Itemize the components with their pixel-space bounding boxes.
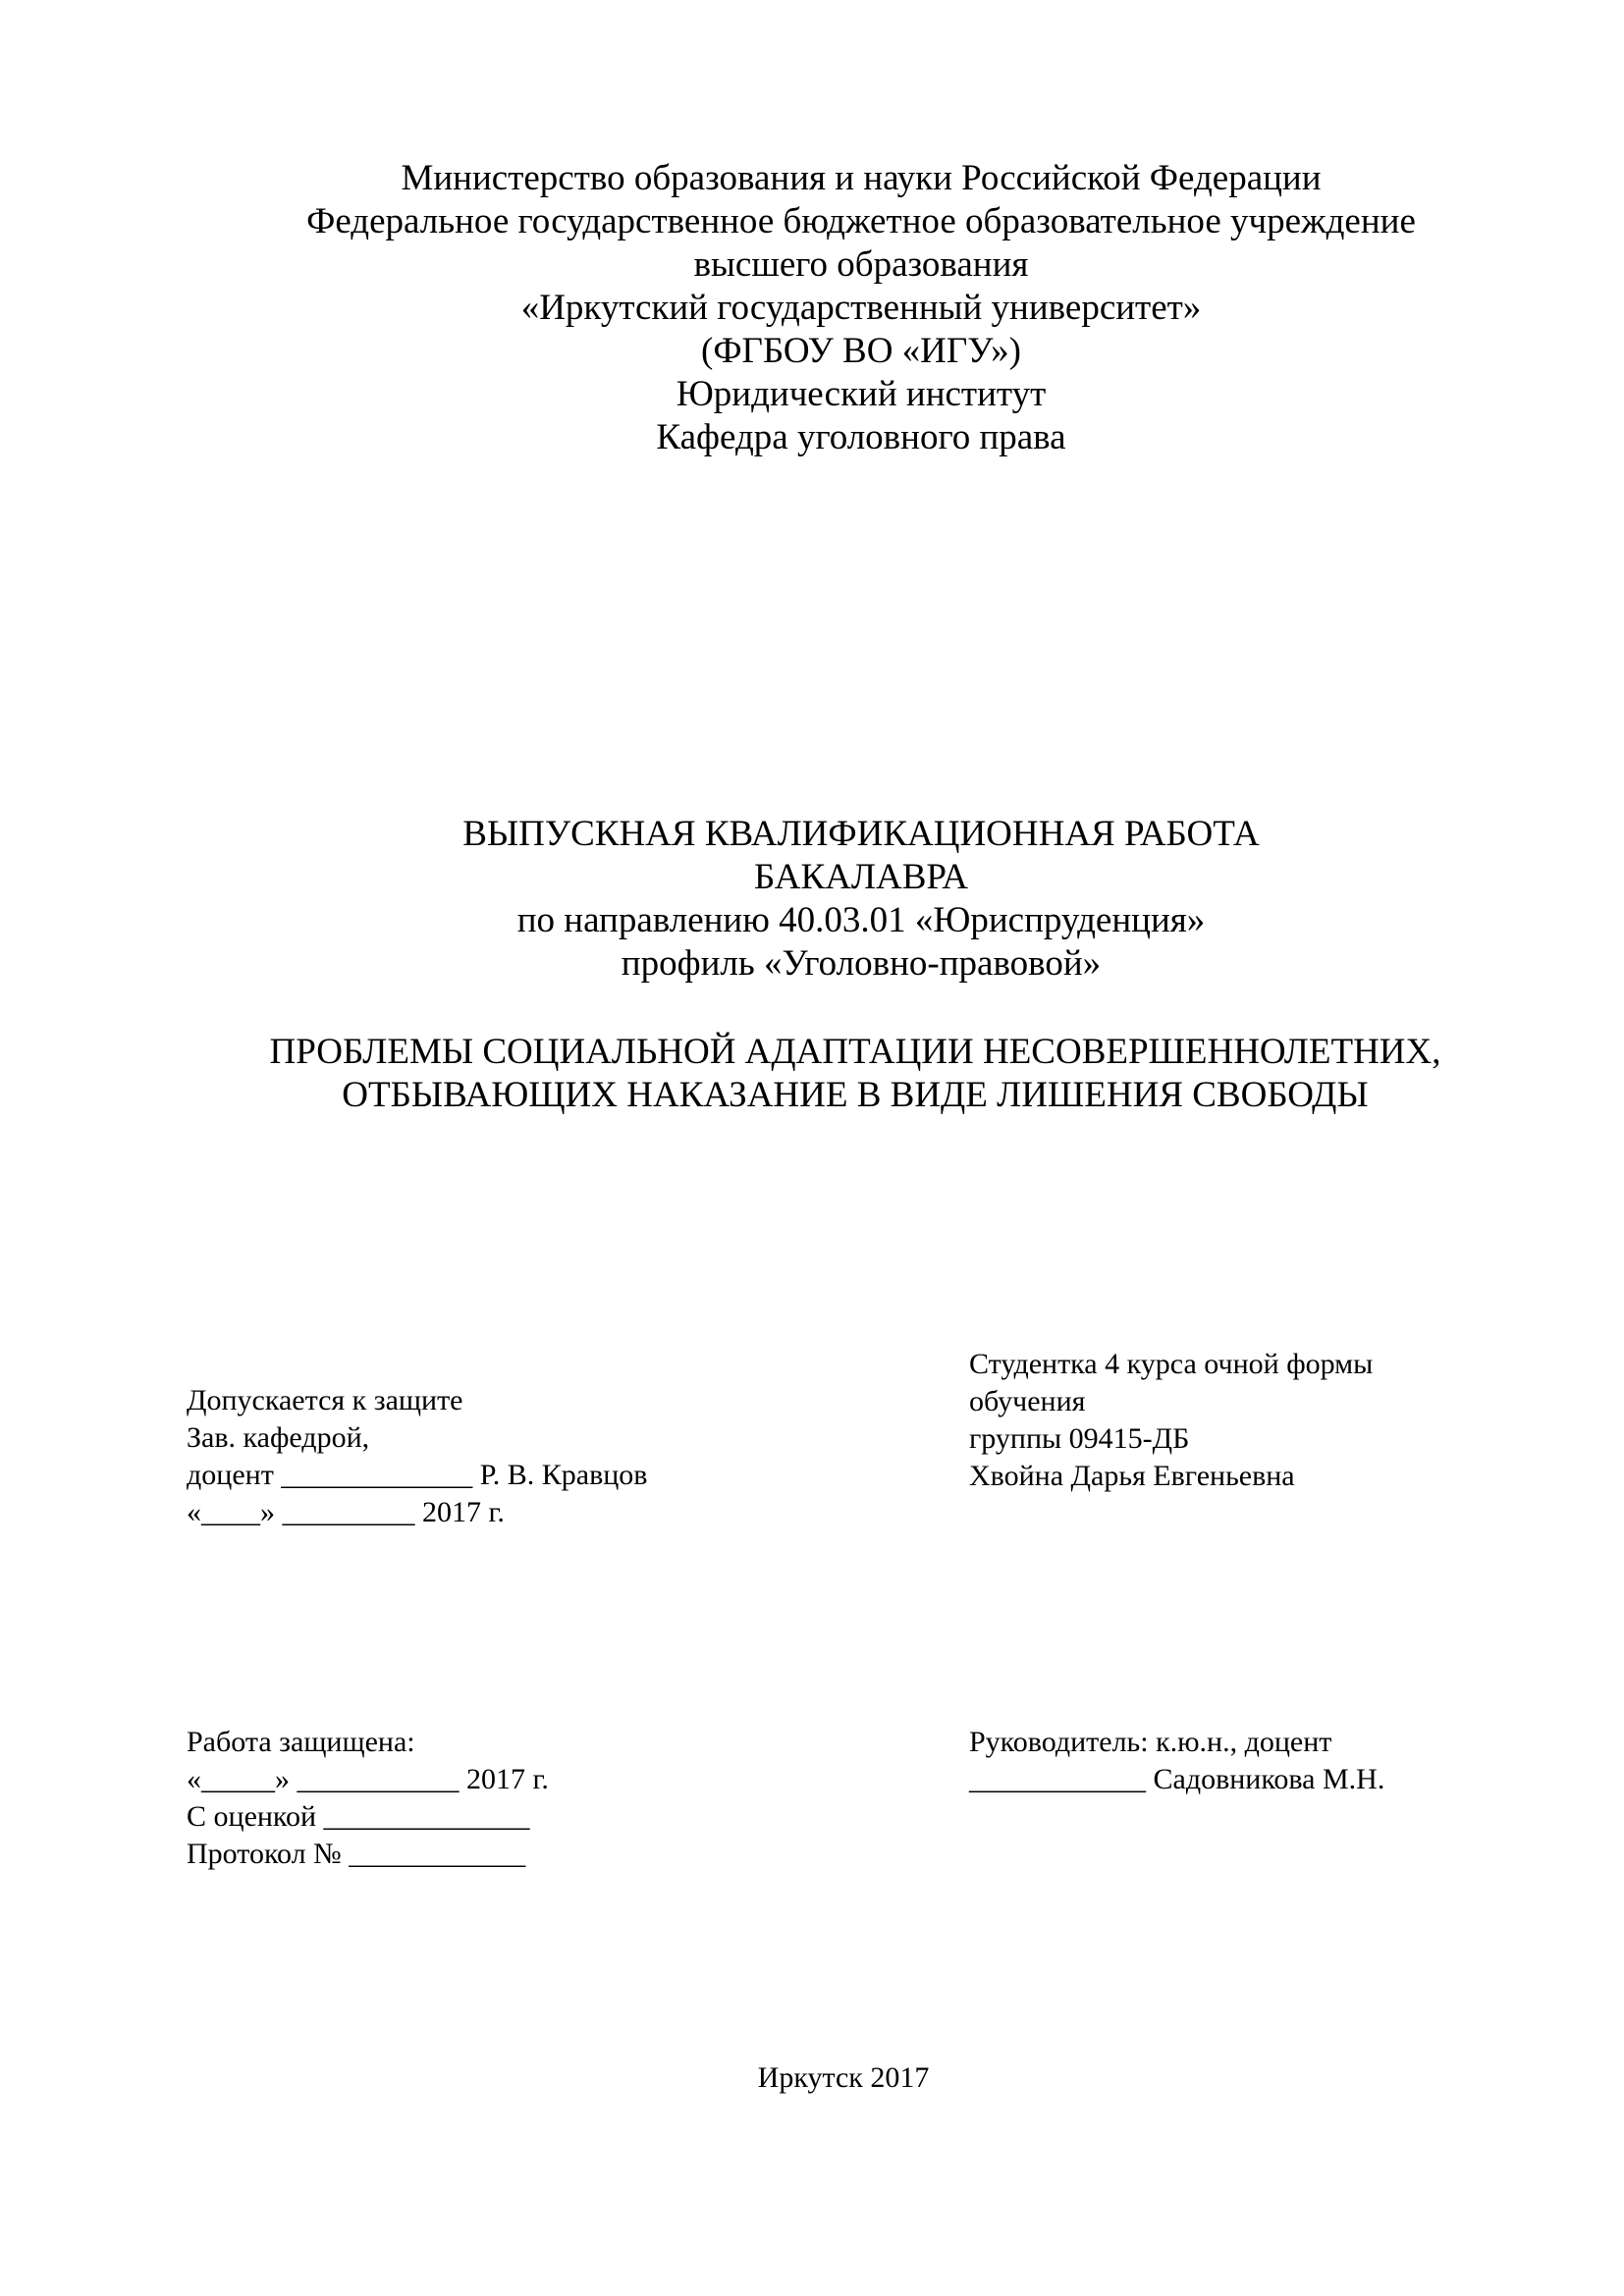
topic-line-2: ОТБЫВАЮЩИХ НАКАЗАНИЕ В ВИДЕ ЛИШЕНИЯ СВОБОДЫ xyxy=(342,1075,1369,1115)
city-year-footer xyxy=(0,2059,1624,2097)
institution-type-line: Федеральное государственное бюджетное образовательное учреждение xyxy=(306,201,1416,241)
supervisor-block xyxy=(969,1724,1384,1798)
supervisor-signature-line: ____________ Садовникова М.Н. xyxy=(969,1763,1385,1795)
topic-line-1: ПРОБЛЕМЫ СОЦИАЛЬНОЙ АДАПТАЦИИ НЕСОВЕРШЕННОЛЕТНИХ, xyxy=(269,1032,1441,1072)
thesis-type-block xyxy=(0,813,1624,986)
ministry-line: Министерство образования и науки Российской Федерации xyxy=(401,158,1322,198)
thesis-topic xyxy=(0,1031,1624,1117)
institute-line: Юридический институт xyxy=(676,374,1047,414)
student-group-line: группы 09415-ДБ xyxy=(969,1422,1190,1455)
defense-block xyxy=(187,1724,549,1873)
degree-line: БАКАЛАВРА xyxy=(754,857,968,897)
university-abbr-line: (ФГБОУ ВО «ИГУ») xyxy=(701,331,1021,371)
city-year-text: Иркутск 2017 xyxy=(757,2061,930,2094)
admission-line-2: Зав. кафедрой, xyxy=(187,1421,370,1454)
institution-header xyxy=(0,157,1624,459)
thesis-type-line: ВЫПУСКНАЯ КВАЛИФИКАЦИОННАЯ РАБОТА xyxy=(462,814,1260,854)
admission-block xyxy=(187,1382,647,1531)
education-level-line: высшего образования xyxy=(693,244,1029,285)
defense-line-1: Работа защищена: xyxy=(187,1726,415,1758)
defense-date-line: «_____» ___________ 2017 г. xyxy=(187,1763,549,1795)
program-line: по направлению 40.03.01 «Юриспруденция» xyxy=(516,900,1206,940)
admission-date-line: «____» _________ 2017 г. xyxy=(187,1496,505,1528)
admission-signature-line: доцент _____________ Р. В. Кравцов xyxy=(187,1459,648,1491)
defense-protocol-line: Протокол № ____________ xyxy=(187,1838,526,1870)
defense-grade-line: С оценкой ______________ xyxy=(187,1800,530,1833)
profile-line: профиль «Уголовно-правовой» xyxy=(621,943,1102,984)
student-line-2: обучения xyxy=(969,1385,1086,1417)
supervisor-title-line: Руководитель: к.ю.н., доцент xyxy=(969,1726,1332,1758)
student-name-line: Хвойна Дарья Евгеньевна xyxy=(969,1460,1295,1492)
student-block xyxy=(969,1346,1373,1495)
admission-line-1: Допускается к защите xyxy=(187,1384,463,1416)
student-line-1: Студентка 4 курса очной формы xyxy=(969,1348,1374,1380)
university-name-line: «Иркутский государственный университет» xyxy=(520,288,1202,328)
department-line: Кафедра уголовного права xyxy=(656,417,1066,457)
